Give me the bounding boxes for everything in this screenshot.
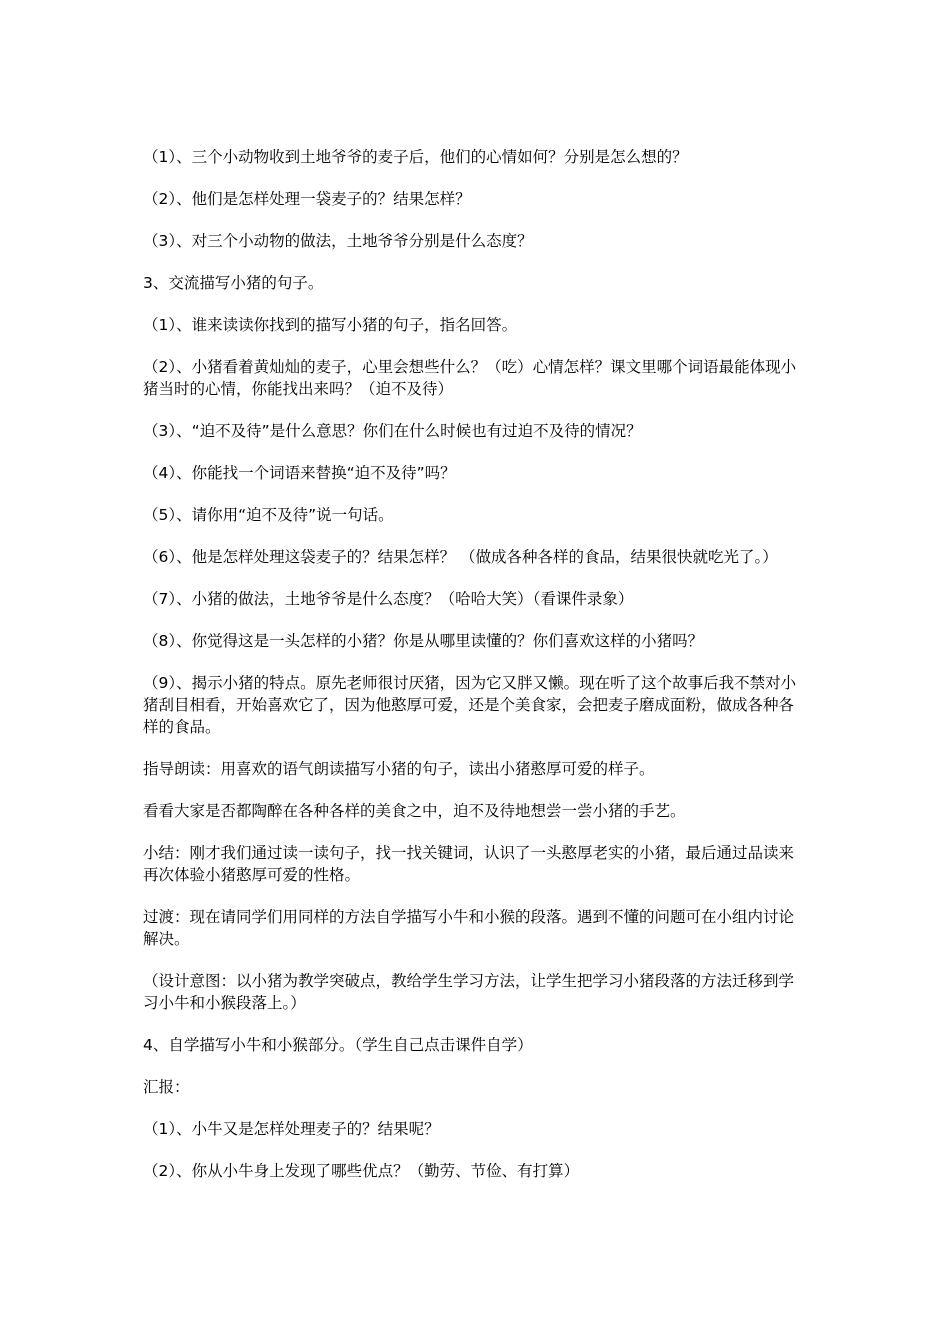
document-page (143, 146, 803, 1202)
report-label: 汇报： (143, 1078, 190, 1096)
design-intent: （设计意图：以小猪为教学突破点，教给学生学习方法，让学生把学习小猪段落的方法迁移到学习小牛和小猴段落上。） (143, 972, 795, 1012)
ox-question-1: （1）、小牛又是怎样处理麦子的？结果呢？ (143, 1120, 440, 1138)
pig-question-5: （5）、请你用“迫不及待”说一句话。 (143, 506, 394, 524)
summary: 小结：刚才我们通过读一读句子，找一找关键词，认识了一头憨厚老实的小猪，最后通过品读来再次体验小猪憨厚可爱的性格。 (143, 844, 795, 884)
section-heading-4: 4、自学描写小牛和小猴部分。（学生自己点击课件自学） (143, 1036, 533, 1054)
pig-question-4: （4）、你能找一个词语来替换“迫不及待”吗？ (143, 464, 456, 482)
pig-question-7: （7）、小猪的做法，土地爷爷是什么态度？（哈哈大笑）（看课件录象） (143, 590, 634, 608)
reading-guidance: 指导朗读：用喜欢的语气朗读描写小猪的句子，读出小猪憨厚可爱的样子。 (143, 760, 655, 778)
reading-note: 看看大家是否都陶醉在各种各样的美食之中，迫不及待地想尝一尝小猪的手艺。 (143, 802, 686, 820)
question-1: （1）、三个小动物收到土地爷爷的麦子后，他们的心情如何？分别是怎么想的？ (143, 148, 688, 166)
pig-question-1: （1）、谁来读读你找到的描写小猪的句子，指名回答。 (143, 316, 518, 334)
pig-question-8: （8）、你觉得这是一头怎样的小猪？你是从哪里读懂的？你们喜欢这样的小猪吗？ (143, 632, 704, 650)
transition: 过渡：现在请同学们用同样的方法自学描写小牛和小猴的段落。遇到不懂的问题可在小组内讨论解决。 (143, 908, 795, 948)
ox-question-2: （2）、你从小牛身上发现了哪些优点？（勤劳、节俭、有打算） (143, 1162, 580, 1180)
section-heading-3: 3、交流描写小猪的句子。 (143, 274, 324, 292)
question-3: （3）、对三个小动物的做法，土地爷爷分别是什么态度？ (143, 232, 533, 250)
pig-question-3: （3）、“迫不及待”是什么意思？你们在什么时候也有过迫不及待的情况？ (143, 422, 642, 440)
pig-question-6: （6）、他是怎样处理这袋麦子的？结果怎样？ （做成各种各样的食品，结果很快就吃光了。） (143, 548, 778, 566)
pig-question-2: （2）、小猪看着黄灿灿的麦子，心里会想些什么？（吃）心情怎样？课文里哪个词语最能体现小猪当时的心情，你能找出来吗？（迫不及待） (143, 358, 797, 398)
pig-question-9: （9）、揭示小猪的特点。原先老师很讨厌猪，因为它又胖又懒。现在听了这个故事后我不禁对小猪刮目相看，开始喜欢它了，因为他憨厚可爱，还是个美食家，会把麦子磨成面粉，做成各种各样的食品。 (143, 674, 797, 736)
question-2: （2）、他们是怎样处理一袋麦子的？结果怎样？ (143, 190, 471, 208)
